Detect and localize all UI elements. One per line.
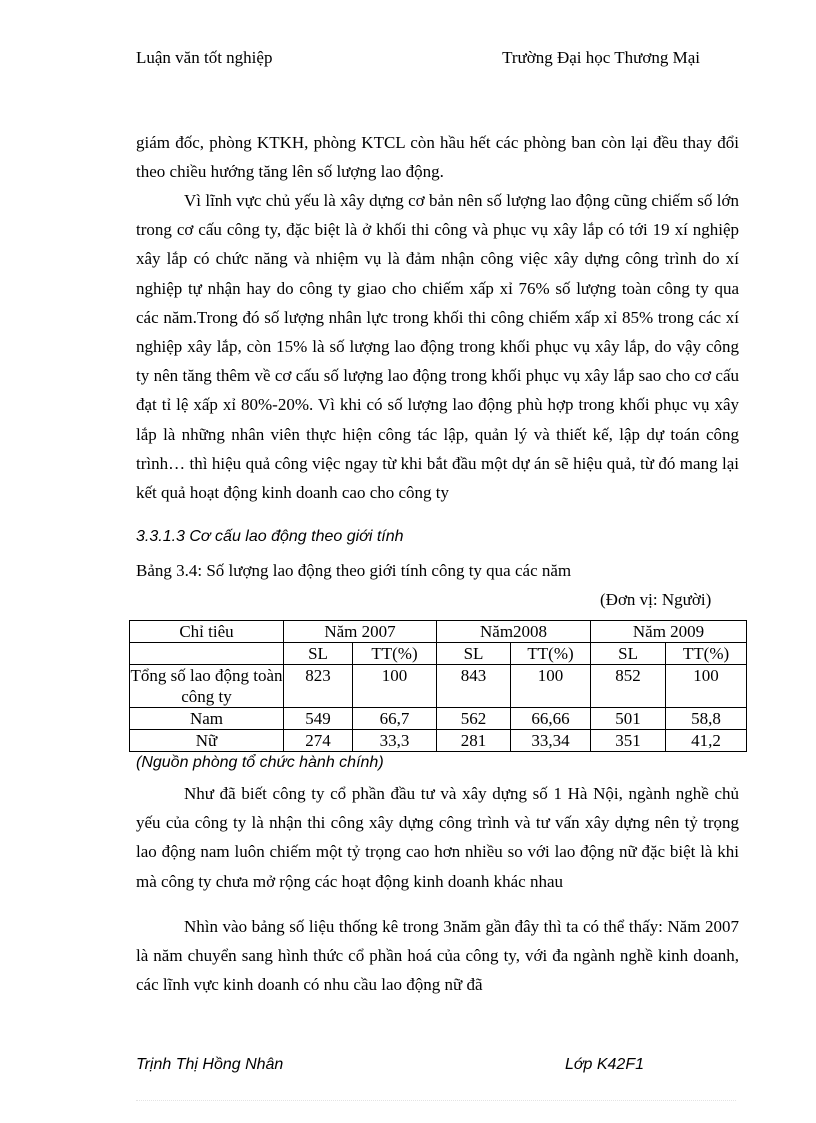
header-year-2007: Năm 2007	[284, 621, 437, 643]
table-row	[130, 708, 747, 730]
table-cell: 66,66	[511, 708, 591, 730]
table-cell: 549	[284, 708, 353, 730]
header-indicator: Chỉ tiêu	[130, 621, 284, 643]
header-thesis-label: Luận văn tốt nghiệp	[136, 48, 273, 67]
subheader-tt: TT(%)	[511, 643, 591, 665]
table-source-note: (Nguồn phòng tổ chức hành chính)	[136, 754, 384, 771]
table-unit: (Đơn vị: Người)	[600, 590, 712, 609]
page-bottom-divider	[136, 1100, 736, 1101]
table-cell: 823	[284, 665, 353, 708]
table-cell: 33,34	[511, 730, 591, 752]
table-cell: 843	[437, 665, 511, 708]
footer-author: Trịnh Thị Hồng Nhân	[136, 1056, 284, 1073]
table-caption: Bảng 3.4: Số lượng lao động theo giới tính công ty qua các năm	[136, 561, 572, 580]
gender-labor-table	[129, 620, 747, 752]
header-year-2009: Năm 2009	[591, 621, 747, 643]
page-header	[136, 48, 700, 68]
footer-class: Lớp K42F1	[564, 1056, 644, 1073]
subheader-sl: SL	[591, 643, 666, 665]
table-cell: 351	[591, 730, 666, 752]
table-cell: 41,2	[666, 730, 747, 752]
table-cell: 100	[353, 665, 437, 708]
subheader-tt: TT(%)	[666, 643, 747, 665]
subheader-sl: SL	[284, 643, 353, 665]
table-cell: 58,8	[666, 708, 747, 730]
section-heading: 3.3.1.3 Cơ cấu lao động theo giới tính	[136, 528, 404, 545]
table-cell: 274	[284, 730, 353, 752]
page-footer	[136, 1056, 644, 1074]
header-university-name: Trường Đại học Thương Mại	[502, 48, 700, 67]
paragraph-labor-structure: Vì lĩnh vực chủ yếu là xây dựng cơ bản nên số lượng lao động cũng chiếm số lớn trong cơ cấu công ty, đặc biệt là ở khối thi công và phục vụ xây lắp có tới 19 xí nghiệp xây lắp có chức năng và nhiệm vụ là đảm nhận công việc xây dựng công trình do xí nghiệp tự nhận hay do công ty giao cho chiếm xấp xỉ 76% số lượng toàn công ty qua các năm.Trong đó số lượng nhân lực trong khối thi công chiếm xấp xỉ 85% trong các xí nghiệp xây lắp, còn 15% là số lượng lao động trong khối phục vụ xây lắp, do vậy công ty nên tăng thêm về cơ cấu số lượng lao động trong khối phục vụ xây lắp sao cho cơ cấu đạt tỉ lệ xấp xỉ 80%-20%. Vì khi có số lượng lao động phù hợp trong khối phục vụ xây lắp là những nhân viên thực hiện công tác lập, quản lý và thiết kế, lập dự toán công trình… thì hiệu quả công việc ngay từ khi bắt đầu một dự án sẽ hiệu quả, từ đó mang lại kết quả hoạt động kinh doanh cao cho công ty	[136, 191, 739, 503]
subheader-sl: SL	[437, 643, 511, 665]
table-cell: 66,7	[353, 708, 437, 730]
subheader-tt: TT(%)	[353, 643, 437, 665]
table-header-row	[130, 621, 747, 643]
paragraph-company-profile: Như đã biết công ty cổ phần đầu tư và xây dựng số 1 Hà Nội, ngành nghề chủ yếu của công ty là nhận thi công xây dựng công trình và tư vấn xây dựng nên tỷ trọng lao động nam luôn chiếm một tỷ trọng cao hơn nhiều so với lao động nữ đặc biệt là khi mà công ty chưa mở rộng các hoạt động kinh doanh khác nhau	[136, 784, 739, 891]
row-label: Tổng số lao động toàn công ty	[130, 666, 283, 706]
table-cell: 501	[591, 708, 666, 730]
table-cell: 852	[591, 665, 666, 708]
table-cell: 562	[437, 708, 511, 730]
subheader-empty	[130, 643, 284, 665]
row-label: Nữ	[130, 730, 284, 752]
table-cell: 33,3	[353, 730, 437, 752]
header-year-2008: Năm2008	[437, 621, 591, 643]
paragraph-continuation: giám đốc, phòng KTKH, phòng KTCL còn hầu hết các phòng ban còn lại đều thay đổi theo chiều hướng tăng lên số lượng lao động.	[136, 133, 739, 182]
table-subheader-row	[130, 643, 747, 665]
table-cell: 100	[511, 665, 591, 708]
table-cell: 100	[666, 665, 747, 708]
table-row	[130, 730, 747, 752]
table-cell: 281	[437, 730, 511, 752]
paragraph-statistics-review: Nhìn vào bảng số liệu thống kê trong 3năm gần đây thì ta có thể thấy: Năm 2007 là năm chuyển sang hình thức cổ phần hoá của công ty, với đa ngành nghề kinh doanh, các lĩnh vực kinh doanh có nhu cầu lao động nữ đã	[136, 917, 739, 995]
row-label: Nam	[130, 708, 284, 730]
table-row	[130, 665, 747, 708]
